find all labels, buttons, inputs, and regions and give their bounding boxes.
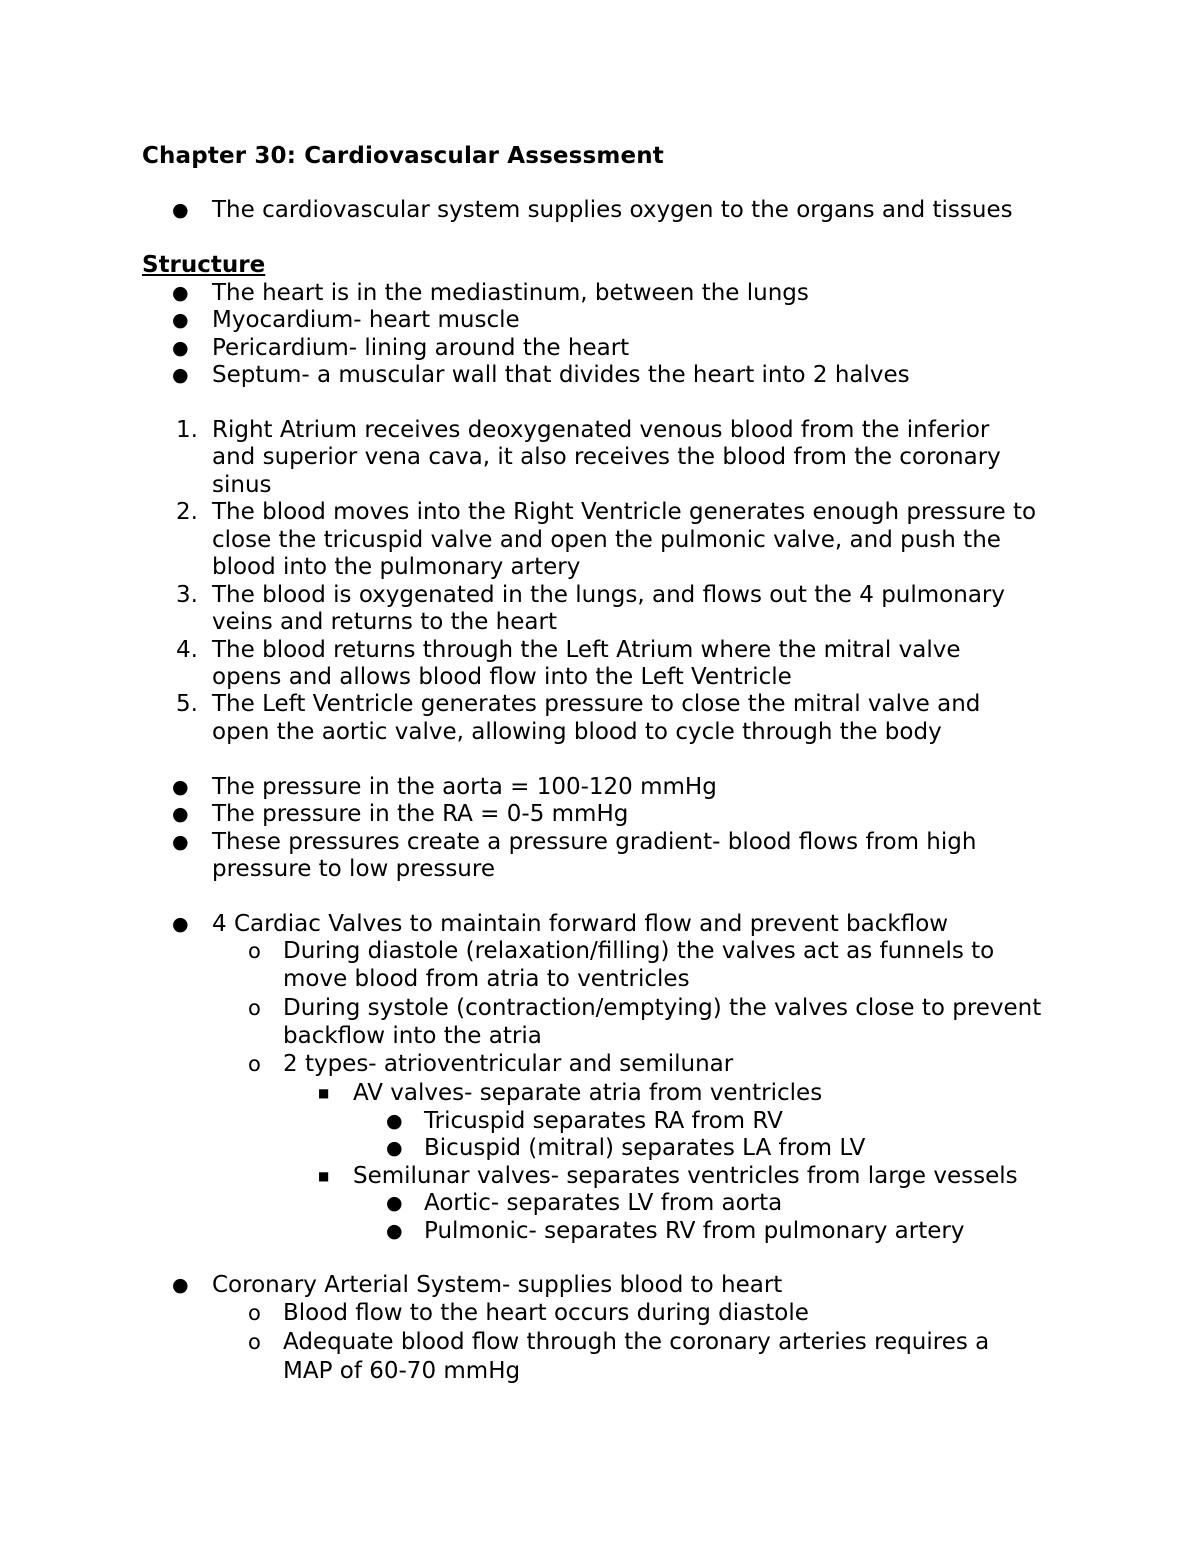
bullet-marker: ● [386,1220,403,1242]
bullet-marker: ● [172,337,189,359]
bullet-marker: ● [172,776,189,798]
bullet-marker: ■ [318,1169,330,1183]
number-marker: 2. [176,499,198,525]
number-marker: 1. [176,417,198,443]
bullet-marker: ● [386,1110,403,1132]
bullet-marker: ● [172,199,189,221]
bullet-marker: ● [172,913,189,935]
number-marker: 4. [176,637,198,663]
bullet-marker: o [248,996,261,1020]
bullet-marker: ● [172,309,189,331]
bullet-marker: ● [386,1137,403,1159]
number-marker: 3. [176,582,198,608]
number-marker: 5. [176,691,198,717]
bullet-marker: ● [172,1274,189,1296]
bullet-marker: ● [172,831,189,853]
bullet-marker: o [248,1301,261,1325]
page-title: Chapter 30: Cardiovascular Assessment [142,143,664,169]
bullet-marker: ● [386,1192,403,1214]
bullet-marker: ■ [318,1086,330,1100]
bullet-marker: ● [172,803,189,825]
section-heading: Structure [142,252,266,278]
bullet-marker: ● [172,282,189,304]
bullet-marker: ● [172,364,189,386]
bullet-marker: o [248,1330,261,1354]
bullet-marker: o [248,939,261,963]
bullet-marker: o [248,1052,261,1076]
document-page: Chapter 30: Cardiovascular Assessment ● The cardiovascular system supplies oxygen to the organs and tissues Structure ● The heart is in the mediastinum, between the lungs ● Myocardium- heart muscle ● Pericardium- lining around the heart ● Septum- a muscular wall that divides the heart into 2 halves 1. Right Atrium receives deoxygenated venous blood from the inferior and superior vena cava, it also receives the blood from the coronary sinus 2. The blood moves into the Right Ventricle generates enough pressure to close the tricuspid valve and open the pulmonic valve, and push the blood into the pulmonary artery 3. The blood is oxygenated in the lungs, and flows out the 4 pulmonary veins and returns to the heart 4. The blood returns through the Left Atrium where the mitral valve opens and allows blood flow into the Left Ventricle 5. The Left Ventricle generates pressure to close the mitral valve and open the aortic valve, allowing blood to cycle through the body ● The pressure in the aorta = 100-120 mmHg ● The pressure in the RA = 0-5 mmHg ● These pressures create a pressure gradient- blood flows from high pressure to low pressure ● 4 Cardiac Valves to maintain forward flow and prevent backflow o During diastole (relaxation/filling) the valves act as funnels to move blood from atria to ventricles o During systole (contraction/emptying) the valves close to prevent backflow into the atria o 2 types- atrioventricular and semilunar ■ AV valves- separate atria from ventricles ● Tricuspid separates RA from RV ● Bicuspid (mitral) separates LA from LV ■ Semilunar valves- separates ventricles from large vessels ● Aortic- separates LV from aorta ● Pulmonic- separates RV from pulmonary artery ● Coronary Arterial System- supplies blood to heart o Blood flow to the heart occurs during diastole o Adequate blood flow through the coronary arteries requires a MAP of 60-70 mmHg [142,143,1042,1384]
